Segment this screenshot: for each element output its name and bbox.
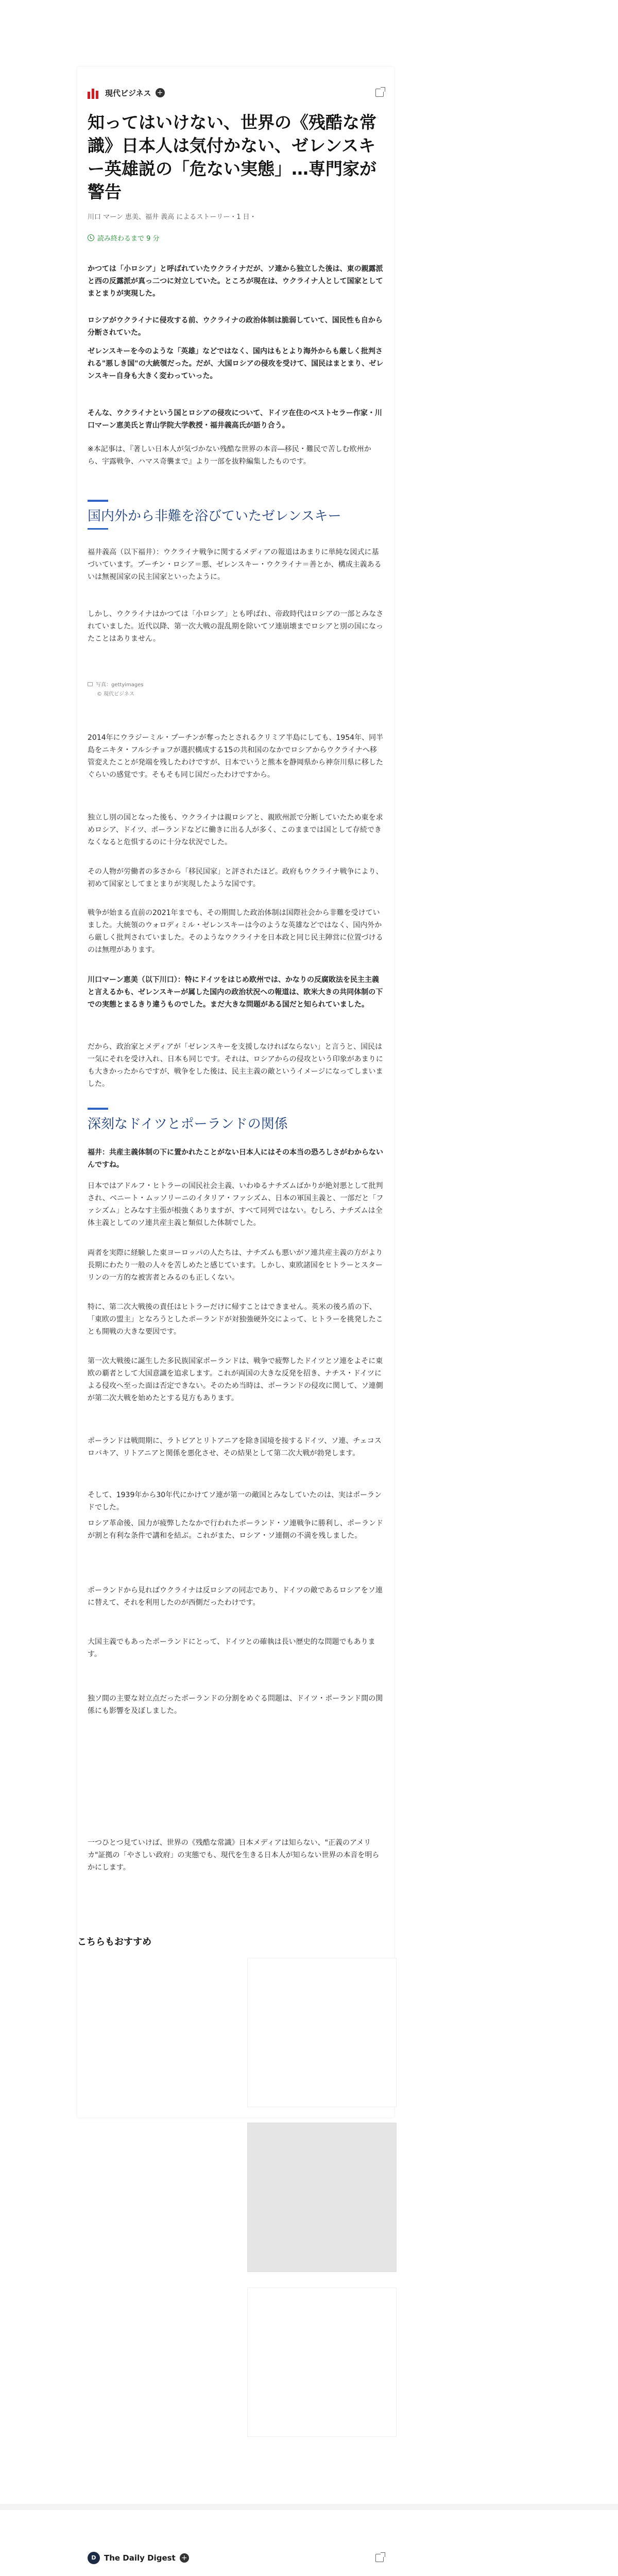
body-paragraph: 日本ではアドルフ・ヒトラーの国民社会主義、いわゆるナチズムばかりが絶対悪として批判され、ベニート・ムッソリーニのイタリア・ファシズム、日本の軍国主義と、一部だと「ファシズム」とみなす主張が根強くありますが、すべて同列ではない。むしろ、ナチズムは全体主義としてのソ連共産主義と類似した体制でした。 [88, 1182, 384, 1227]
body-paragraph: だから、政治家とメディアが「ゼレンスキーを支援しなければならない」と言うと、国民は一気にそれを受け入れ、日本も同じです。それは、ロシアからの侵攻という印象があまりにも大きかったからですが、戦争をした後は、民主主義の敵というイメージになってしまいました。 [88, 1043, 383, 1088]
publisher-logo-icon[interactable] [88, 87, 101, 99]
publisher-name[interactable]: 現代ビジネス [105, 88, 151, 98]
lead-note: ※本記事は、『著しい日本人が気づかない残酷な世界の本音―移民・難民で苦しむ欧州から、宇露戦争、ハマス奇襲まで』より一部を抜粋編集したものです。 [88, 445, 371, 466]
follow-plus-icon[interactable]: + [156, 88, 165, 97]
closing-paragraph: 一つひとつ見ていけば、世界の《残酷な常識》日本メディアは知らない、"正義のアメリカ"証拠の「やさしい政府」の実態でも、現代を生きる日本人が知らない世界の本音を明らかにします。 [88, 1839, 380, 1872]
body-paragraph: 両者を実際に経験した東ヨーロッパの人たちは、ナチズムも悪いがソ連共産主義の方がより長期にわたり一般の人々を苦しめたと感じています。しかし、東欧諸国をヒトラーとスターリンの一方的な被害者とみるのも正しくない。 [88, 1249, 383, 1282]
section-underline [88, 528, 108, 530]
publisher-row [88, 85, 384, 100]
body-paragraph: 独ソ間の主要な対立点だったポーランドの分割をめぐる問題は、ドイツ・ポーランド間の関係にも影響を及ぼしました。 [88, 1694, 383, 1715]
section-accent-bar [88, 1108, 108, 1110]
body-paragraph: その人物が労働者の多さから「移民国家」と評されたほど。政府もウクライナ戦争により、初めて国家としてまとまりが実現したような国です。 [88, 868, 383, 888]
read-time-label: 読み終わるまで 9 分 [97, 235, 160, 243]
section-heading: 国内外から非難を浴びていたゼレンスキー [88, 509, 341, 524]
photo-caption [88, 680, 144, 688]
body-paragraph: 福井：共産主義体制の下に置かれたことがない日本人にはその本当の恐ろしさがわからないんですね。 [88, 1148, 383, 1169]
body-paragraph: 大国主義でもあったポーランドにとって、ドイツとの確執は長い歴史的な問題でもあります。 [88, 1638, 375, 1658]
recommended-card[interactable] [247, 1958, 397, 2107]
body-paragraph: 川口マーン恵美（以下川口）：特にドイツをはじめ欧州では、かなりの反腐敗法を民主主義と言えるかも、ゼレンスキーが属した国内の政治状況への報道は、欧米大きの共同体制の下での実態とまるきり違うものでした。まだ大きな問題がある国だと知られていました。 [88, 976, 383, 1009]
lead-paragraph: ロシアがウクライナに侵攻する前、ウクライナの政治体制は脆弱していて、国民性も自から分断されていた。 [88, 316, 383, 337]
lead-paragraph: かつては「小ロシア」と呼ばれていたウクライナだが、ソ連から独立した後は、東の親露派と西の反露派が真っ二つに対立していた。ところが現在は、ウクライナ人として国家としてまとまりが実現した。 [88, 265, 383, 298]
body-paragraph: そして、1939年から30年代にかけてソ連が第一の敵国とみなしていたのは、実はポーランドでした。 [88, 1491, 382, 1512]
camera-icon [88, 682, 93, 686]
article-separator [0, 2504, 618, 2510]
recommended-card[interactable] [247, 2287, 397, 2437]
body-paragraph: ポーランドから見ればウクライナは反ロシアの同志であり、ドイツの敵であるロシアをソ連に替えて、それを利用したのが西側だったわけです。 [88, 1586, 383, 1607]
section-accent-bar [88, 500, 108, 502]
photo-credit: 写真：gettyimages [96, 682, 144, 688]
follow-plus-icon[interactable]: + [180, 2553, 189, 2563]
body-paragraph: 第一次大戦後に誕生した多民族国家ポーランドは、戦争で疲弊したドイツとソ連をよそに東欧の覇者として大国意識を追求します。これが両国の大きな反発を招き、ナチス・ドイツによる侵攻へ至った面は否定できない。そのため当時は、ポーランドの侵攻に関して、ソ連側が第二次大戦を始めたとする見方もあります。 [88, 1357, 383, 1402]
body-paragraph: 福井義高（以下福井）：ウクライナ戦争に関するメディアの報道はあまりに単純な図式に基づいています。プーチン・ロシア＝悪、ゼレンスキー・ウクライナ＝善とか、構成主義あるいは無視国家の民主国家といったように。 [88, 548, 382, 581]
section-heading: 深刻なドイツとポーランドの関係 [88, 1116, 288, 1132]
body-paragraph: 独立し別の国となった後も、ウクライナは親ロシアと、親欧州派で分断していたため東を求めロシア、ドイツ、ポーランドなどに働きに出る人が多く、このままでは国として存続できなくなると危惧するのに十分な状況でした。 [88, 814, 383, 846]
publisher-row [88, 2550, 384, 2566]
article-title: 知ってはいけない、世界の《残酷な常識》日本人は気付かない、ゼレンスキー英雄説の「危ない実態」…専門家が警告 [88, 112, 376, 202]
body-paragraph: 特に、第二次大戦後の責任はヒトラーだけに帰すことはできません。英米の後ろ盾の下、「東欧の盟主」となろうとしたポーランドが対独強硬外交によって、ヒトラーを挑発したことも開戦の大きな要因です。 [88, 1303, 383, 1336]
article-byline: 川口 マーン 恵美、福井 義高 によるストーリー・1 日・ [88, 213, 256, 221]
body-paragraph: 2014年にウラジーミル・プーチンが奪ったとされるクリミア半島にしても、1954年、同半島をニキタ・フルシチョフが選択構成する15の共和国のなかでロシアからウクライナへ移管変えたことが発端を残したわけですが、日本でいうと熊本を静岡県から神奈川県に移したぐらいの感覚です。そもそも同じ国だったわけですから。 [88, 734, 384, 779]
body-paragraph: ポーランドは戦間期に、ラトビアとリトアニアを除き国境を接するドイツ、ソ連、チェコスロバキア、リトアニアと関係を悪化させ、その結果として第二次大戦が勃発します。 [88, 1437, 382, 1458]
publisher-logo-icon[interactable]: D [88, 2552, 100, 2564]
body-paragraph: しかし、ウクライナはかつては「小ロシア」とも呼ばれ、帝政時代はロシアの一部とみなされていました。近代以降、第一次大戦の混乱期を除いてソ連崩壊までロシアと別の国になったことはありません。 [88, 610, 384, 643]
recommended-card[interactable] [247, 2123, 397, 2272]
body-paragraph: 戦争が始まる直前の2021年までも、その期間した政治体制は国際社会から非難を受けていました。大統領のウォロディミル・ゼレンスキーは今のような英雄などではなく、国内外から厳しく批判されていました。そのようなウクライナを日本政と同じ民主陣営に位置づけるのは無理があります。 [88, 909, 383, 954]
clock-icon [88, 234, 94, 241]
open-external-icon[interactable] [375, 2554, 384, 2562]
read-time [88, 233, 160, 243]
body-paragraph: ロシア革命後、国力が疲弊したなかで行われたポーランド・ソ連戦争に勝利し、ポーランドが割と有利な条件で講和を結ぶ。これがまた、ロシア・ソ連側の不満を残しました。 [88, 1519, 383, 1540]
lead-paragraph: そんな、ウクライナという国とロシアの侵攻について、ドイツ在住のベストセラー作家・川口マーン恵美氏と青山学院大学教授・福井義高氏が語り合う。 [88, 409, 382, 430]
open-external-icon[interactable] [375, 89, 384, 97]
recommended-heading: こちらもおすすめ [77, 1937, 152, 1947]
photo-subcaption: © 現代ビジネス [97, 691, 134, 697]
lead-paragraph: ゼレンスキーを今のような「英雄」などではなく、国内はもとより海外からも厳しく批判される"悪しき国"の大統領だった。だが、大国ロシアの侵攻を受けて、国民はまとまり、ゼレンスキー自身も大きく変わっていった。 [88, 347, 384, 380]
publisher-name[interactable]: The Daily Digest [104, 2553, 176, 2563]
